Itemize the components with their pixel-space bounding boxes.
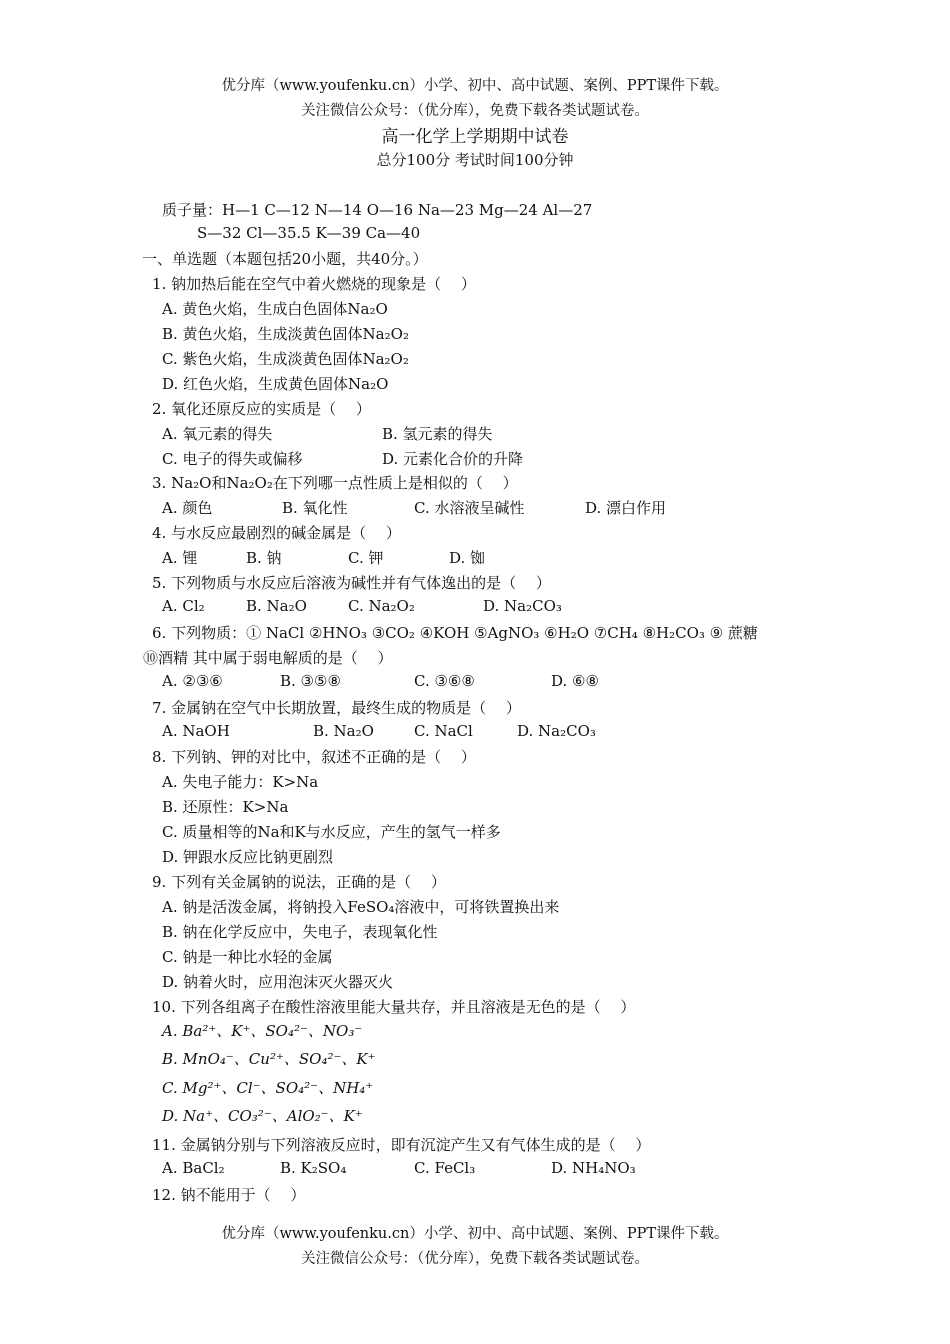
question-5-option-a: A. Cl₂	[162, 597, 205, 615]
question-5-option-c: C. Na₂O₂	[348, 597, 415, 615]
footer-line-1: 优分库（www.youfenku.cn）小学、初中、高中试题、案例、PPT课件下载。	[221, 1226, 729, 1242]
question-4-option-b: B. 钠	[246, 549, 282, 567]
section-heading: 一、单选题（本题包括20小题，共40分。）	[142, 250, 428, 268]
question-4-option-d: D. 铷	[449, 549, 486, 567]
question-6-option-b: B. ③⑤⑧	[280, 672, 341, 690]
question-6-stem: 6. 下列物质：① NaCl ②HNO₃ ③CO₂ ④KOH ⑤AgNO₃ ⑥H₂O ⑦CH₄ ⑧H₂CO₃ ⑨ 蔗糖	[152, 624, 758, 642]
atomic-masses-line-1: 质子量：H—1 C—12 N—14 O—16 Na—23 Mg—24 Al—27	[162, 201, 593, 219]
question-1-option-d: D. 红色火焰，生成黄色固体Na₂O	[162, 375, 389, 393]
footer-line-2: 关注微信公众号：（优分库），免费下载各类试题试卷。	[301, 1251, 649, 1267]
question-1-option-b: B. 黄色火焰，生成淡黄色固体Na₂O₂	[162, 325, 409, 343]
question-11-option-c: C. FeCl₃	[414, 1159, 476, 1177]
question-3-option-a: A. 颜色	[162, 499, 213, 517]
header-line-1: 优分库（www.youfenku.cn）小学、初中、高中试题、案例、PPT课件下载。	[221, 78, 729, 94]
question-9-option-c: C. 钠是一种比水轻的金属	[162, 948, 333, 966]
question-5-option-d: D. Na₂CO₃	[483, 597, 562, 615]
question-11-option-b: B. K₂SO₄	[280, 1159, 347, 1177]
question-2-option-b: B. 氢元素的得失	[382, 425, 493, 443]
question-11-stem: 11. 金属钠分别与下列溶液反应时，即有沉淀产生又有气体生成的是（ ）	[152, 1136, 651, 1154]
question-1-stem: 1. 钠加热后能在空气中着火燃烧的现象是（ ）	[152, 275, 476, 293]
page-subtitle: 总分100分 考试时间100分钟	[376, 151, 574, 169]
question-6-option-c: C. ③⑥⑧	[414, 672, 475, 690]
question-7-option-d: D. Na₂CO₃	[517, 722, 596, 740]
question-9-stem: 9. 下列有关金属钠的说法，正确的是（ ）	[152, 873, 446, 891]
header-line-2: 关注微信公众号：（优分库），免费下载各类试题试卷。	[301, 103, 649, 119]
question-12-stem: 12. 钠不能用于（ ）	[152, 1186, 306, 1204]
question-1-option-c: C. 紫色火焰，生成淡黄色固体Na₂O₂	[162, 350, 409, 368]
question-6-option-d: D. ⑥⑧	[551, 672, 599, 690]
question-4-option-a: A. 锂	[162, 549, 198, 567]
question-4-stem: 4. 与水反应最剧烈的碱金属是（ ）	[152, 524, 401, 542]
question-1-option-a: A. 黄色火焰，生成白色固体Na₂O	[162, 300, 388, 318]
question-6-stem-continued: ⑩酒精 其中属于弱电解质的是（ ）	[143, 649, 393, 667]
question-11-option-d: D. NH₄NO₃	[551, 1159, 636, 1177]
question-8-option-b: B. 还原性：K>Na	[162, 798, 289, 816]
question-2-option-a: A. 氧元素的得失	[162, 425, 273, 443]
question-10-option-c: C. Mg²⁺、Cl⁻、SO₄²⁻、NH₄⁺	[162, 1079, 374, 1097]
question-8-option-a: A. 失电子能力：K>Na	[162, 773, 319, 791]
question-7-option-b: B. Na₂O	[313, 722, 374, 740]
question-8-stem: 8. 下列钠、钾的对比中，叙述不正确的是（ ）	[152, 748, 476, 766]
question-3-option-d: D. 漂白作用	[585, 499, 667, 517]
question-5-option-b: B. Na₂O	[246, 597, 307, 615]
question-2-option-c: C. 电子的得失或偏移	[162, 450, 303, 468]
question-6-option-a: A. ②③⑥	[162, 672, 223, 690]
question-7-option-c: C. NaCl	[414, 722, 473, 740]
question-3-option-c: C. 水溶液呈碱性	[414, 499, 525, 517]
question-10-option-d: D. Na⁺、CO₃²⁻、AlO₂⁻、K⁺	[162, 1107, 363, 1125]
atomic-masses-line-2: S—32 Cl—35.5 K—39 Ca—40	[197, 224, 421, 242]
question-7-stem: 7. 金属钠在空气中长期放置，最终生成的物质是（ ）	[152, 699, 521, 717]
question-2-option-d: D. 元素化合价的升降	[382, 450, 524, 468]
question-2-stem: 2. 氧化还原反应的实质是（ ）	[152, 400, 371, 418]
question-10-option-b: B. MnO₄⁻、Cu²⁺、SO₄²⁻、K⁺	[162, 1050, 376, 1068]
question-5-stem: 5. 下列物质与水反应后溶液为碱性并有气体逸出的是（ ）	[152, 574, 551, 592]
question-3-stem: 3. Na₂O和Na₂O₂在下列哪一点性质上是相似的（ ）	[152, 474, 518, 492]
question-9-option-d: D. 钠着火时，应用泡沫灭火器灭火	[162, 973, 394, 991]
question-8-option-c: C. 质量相等的Na和K与水反应，产生的氢气一样多	[162, 823, 501, 841]
question-9-option-a: A. 钠是活泼金属，将钠投入FeSO₄溶液中，可将铁置换出来	[162, 898, 560, 916]
question-10-stem: 10. 下列各组离子在酸性溶液里能大量共存，并且溶液是无色的是（ ）	[152, 998, 636, 1016]
question-3-option-b: B. 氧化性	[282, 499, 348, 517]
question-7-option-a: A. NaOH	[162, 722, 230, 740]
question-11-option-a: A. BaCl₂	[162, 1159, 225, 1177]
question-10-option-a: A. Ba²⁺、K⁺、SO₄²⁻、NO₃⁻	[162, 1022, 363, 1040]
page-title: 高一化学上学期期中试卷	[381, 127, 569, 147]
question-9-option-b: B. 钠在化学反应中，失电子，表现氧化性	[162, 923, 438, 941]
question-4-option-c: C. 钾	[348, 549, 384, 567]
question-8-option-d: D. 钾跟水反应比钠更剧烈	[162, 848, 334, 866]
